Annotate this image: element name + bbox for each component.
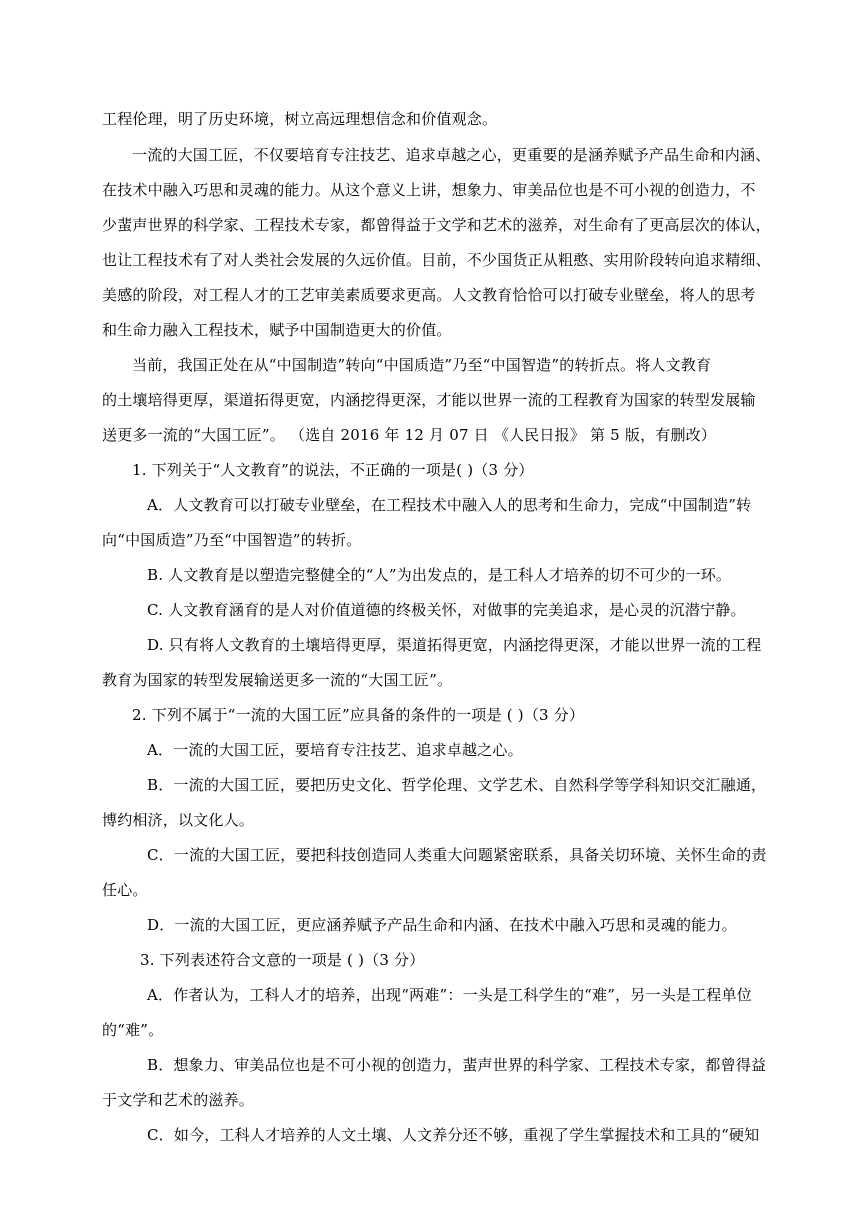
passage-line: 和生命力融入工程技术，赋予中国制造更大的价值。 (102, 321, 452, 339)
passage-line: 工程伦理，明了历史环境，树立高远理想信念和价值观念。 (102, 110, 498, 128)
question-3-stem: 3. 下列表述符合文意的一项是 ( )（3 分） (140, 951, 425, 969)
passage-line: 少蜚声世界的科学家、工程技术专家，都曾得益于文学和艺术的滋养，对生命有了更高层次的体认， (102, 216, 771, 234)
question-1-option-b: B. 人文教育是以塑造完整健全的“人”为出发点的，是工科人才培养的切不可少的一环。 (147, 566, 732, 584)
question-2-option-b-cont: 博约相济，以文化人。 (102, 811, 255, 829)
question-1-option-d: D. 只有将人文教育的土壤培得更厚，渠道拓得更宽，内涵挖得更深，才能以世界一流的工程 (147, 636, 762, 654)
question-3-option-c: C．如今，工科人才培养的人文土壤、人文养分还不够，重视了学生掌握技术和工具的“硬知 (147, 1126, 760, 1144)
passage-line: 也让工程技术有了对人类社会发展的久远价值。目前，不少国货正从粗憨、实用阶段转向追求精细、 (102, 251, 771, 269)
question-1-option-c: C. 人文教育涵育的是人对价值道德的终极关怀，对做事的完美追求，是心灵的沉潜宁静。 (147, 601, 746, 619)
question-2-option-c: C．一流的大国工匠，要把科技创造同人类重大问题紧密联系，具备关切环境、关怀生命的责 (147, 846, 767, 864)
question-1-stem: 1. 下列关于“人文教育”的说法，不正确的一项是( )（3 分） (132, 461, 534, 479)
passage-paragraph-start: 当前，我国正处在从“中国制造”转向“中国质造”乃至“中国智造”的转折点。将人文教育 (132, 356, 712, 374)
passage-paragraph-start: 一流的大国工匠，不仅要培育专注技艺、追求卓越之心，更重要的是涵养赋予产品生命和内涵、 (132, 146, 771, 164)
passage-line: 美感的阶段，对工程人才的工艺审美素质要求更高。人文教育恰恰可以打破专业壁垒，将人的思考 (102, 286, 756, 304)
question-2-option-c-cont: 任心。 (102, 881, 148, 899)
passage-line: 的土壤培得更厚，渠道拓得更宽，内涵挖得更深，才能以世界一流的工程教育为国家的转型发展输 (102, 391, 756, 409)
passage-line: 在技术中融入巧思和灵魂的能力。从这个意义上讲，想象力、审美品位也是不可小视的创造力，不 (102, 181, 756, 199)
question-2-option-a: A．一流的大国工匠，要培育专注技艺、追求卓越之心。 (147, 741, 523, 759)
question-3-option-a: A．作者认为，工科人才的培养，出现“两难”：一头是工科学生的“难”，另一头是工程单位 (147, 986, 752, 1004)
question-1-option-a: A．人文教育可以打破专业壁垒，在工程技术中融入人的思考和生命力，完成“中国制造”转 (147, 496, 752, 514)
question-2-stem: 2. 下列不属于“一流的大国工匠”应具备的条件的一项是 ( )（3 分） (132, 706, 585, 724)
source-citation-line: 送更多一流的“大国工匠”。 （选自 2016 年 12 月 07 日 《人民日报》 第 5 版，有删改） (102, 426, 717, 444)
question-2-option-b: B．一流的大国工匠，要把历史文化、哲学伦理、文学艺术、自然科学等学科知识交汇融通， (147, 776, 767, 794)
question-3-option-a-cont: 的“难”。 (102, 1021, 164, 1039)
question-3-option-b: B．想象力、审美品位也是不可小视的创造力，蜚声世界的科学家、工程技术专家，都曾得益 (147, 1056, 767, 1074)
question-1-option-d-cont: 教育为国家的转型发展输送更多一流的“大国工匠”。 (102, 671, 453, 689)
question-2-option-d: D．一流的大国工匠，更应涵养赋予产品生命和内涵、在技术中融入巧思和灵魂的能力。 (147, 916, 737, 934)
question-1-option-a-cont: 向“中国质造”乃至“中国智造”的转折。 (102, 531, 362, 549)
question-3-option-b-cont: 于文学和艺术的滋养。 (102, 1091, 255, 1109)
